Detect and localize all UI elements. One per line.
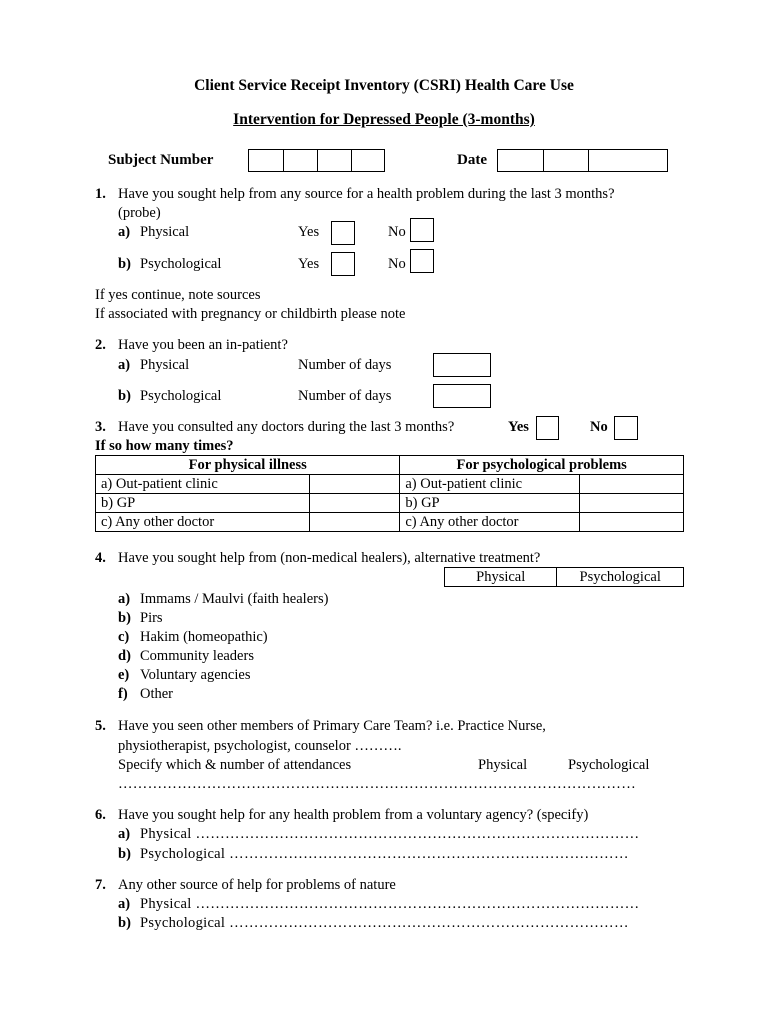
q4-physical-header: Physical	[445, 568, 557, 587]
q4-item-label: Hakim (homeopathic)	[140, 629, 268, 645]
q2a-label: Physical	[140, 357, 190, 373]
q1-text: Have you sought help from any source for a health problem during the last 3 months?	[118, 186, 615, 202]
q3-number: 3.	[95, 419, 106, 435]
q3-physical-count[interactable]	[309, 475, 400, 494]
q1a-label: Physical	[140, 224, 190, 240]
q5-number: 5.	[95, 718, 106, 734]
q3-yes-checkbox[interactable]	[536, 416, 559, 440]
q6b-letter: b)	[118, 846, 131, 862]
q6-number: 6.	[95, 807, 106, 823]
q3-col-psychological: For psychological problems	[400, 456, 684, 475]
q6-text: Have you sought help for any health problem from a voluntary agency? (specify)	[118, 807, 589, 823]
form-title: Client Service Receipt Inventory (CSRI) Health Care Use	[194, 77, 574, 94]
q7a-answer-line[interactable]: Physical ………………………………………………………………………………	[140, 896, 640, 912]
q3-psychological-count[interactable]	[580, 513, 684, 532]
table-row	[96, 494, 684, 513]
q4-header-table	[444, 567, 684, 587]
q1b-yes-label: Yes	[298, 256, 320, 272]
q4-item-label: Voluntary agencies	[140, 667, 251, 683]
q4-text: Have you sought help from (non-medical healers), alternative treatment?	[118, 550, 541, 566]
q2b-label: Psychological	[140, 388, 222, 404]
q7b-letter: b)	[118, 915, 131, 931]
q3-row-label: c) Any other doctor	[400, 513, 580, 532]
q1a-no-label: No	[388, 224, 406, 240]
q6a-answer-line[interactable]: Physical ………………………………………………………………………………	[140, 826, 640, 842]
q3-doctor-table	[95, 455, 684, 532]
q4-item-letter: b)	[118, 610, 131, 626]
q3-col-physical: For physical illness	[96, 456, 400, 475]
q3-row-label: b) GP	[400, 494, 580, 513]
q7a-letter: a)	[118, 896, 131, 912]
date-label: Date	[457, 152, 487, 168]
q1b-no-checkbox[interactable]	[410, 249, 434, 273]
q2-number: 2.	[95, 337, 106, 353]
q3-psychological-count[interactable]	[580, 494, 684, 513]
q5-psychological-label: Psychological	[568, 757, 650, 773]
q4-item-letter: a)	[118, 591, 131, 607]
form-subtitle: Intervention for Depressed People (3-months)	[233, 111, 535, 128]
q7-text: Any other source of help for problems of nature	[118, 877, 396, 893]
q3-psychological-count[interactable]	[580, 475, 684, 494]
q2-text: Have you been an in-patient?	[118, 337, 288, 353]
table-row	[96, 475, 684, 494]
q2a-days-input[interactable]	[433, 353, 491, 377]
q2b-days-label: Number of days	[298, 388, 392, 404]
q3-physical-count[interactable]	[309, 513, 400, 532]
q2a-letter: a)	[118, 357, 131, 373]
q1a-yes-label: Yes	[298, 224, 320, 240]
q3-yes-label: Yes	[508, 419, 529, 435]
q4-item-label: Other	[140, 686, 174, 702]
q4-psychological-header: Psychological	[557, 568, 684, 587]
q4-item-letter: c)	[118, 629, 130, 645]
q4-item-label: Pirs	[140, 610, 163, 626]
q1b-label: Psychological	[140, 256, 222, 272]
q6a-letter: a)	[118, 826, 131, 842]
q3-text: Have you consulted any doctors during the last 3 months?	[118, 419, 455, 435]
q3-row-label: b) GP	[96, 494, 310, 513]
q3-row-label: a) Out-patient clinic	[400, 475, 580, 494]
subject-number-label: Subject Number	[108, 152, 214, 168]
q5-physical-label: Physical	[478, 757, 528, 773]
q1-probe: (probe)	[118, 205, 161, 221]
q2a-days-label: Number of days	[298, 357, 392, 373]
note-pregnancy: If associated with pregnancy or childbirth please note	[95, 306, 406, 322]
q4-item-letter: e)	[118, 667, 130, 683]
q5-text-line2: physiotherapist, psychologist, counselor ……….	[118, 738, 402, 754]
q3-row-label: c) Any other doctor	[96, 513, 310, 532]
note-continue: If yes continue, note sources	[95, 287, 261, 303]
q1a-letter: a)	[118, 224, 131, 240]
q3-no-checkbox[interactable]	[614, 416, 638, 440]
q4-item-letter: f)	[118, 686, 128, 702]
q5-answer-line[interactable]: ……………………………………………………………………………………………	[118, 776, 636, 792]
q1b-yes-checkbox[interactable]	[331, 252, 355, 276]
date-boxes[interactable]	[497, 149, 668, 172]
subject-number-boxes[interactable]	[248, 149, 385, 172]
q5-text: Have you seen other members of Primary Care Team? i.e. Practice Nurse,	[118, 718, 546, 734]
q4-item-label: Community leaders	[140, 648, 254, 664]
q4-item-letter: d)	[118, 648, 131, 664]
table-row	[96, 513, 684, 532]
q2b-days-input[interactable]	[433, 384, 491, 408]
q5-specify: Specify which & number of attendances	[118, 757, 352, 773]
q2b-letter: b)	[118, 388, 131, 404]
q3-row-label: a) Out-patient clinic	[96, 475, 310, 494]
q1a-yes-checkbox[interactable]	[331, 221, 355, 245]
q3-no-label: No	[590, 419, 608, 435]
q3-how-many: If so how many times?	[95, 438, 234, 454]
q1a-no-checkbox[interactable]	[410, 218, 434, 242]
q7b-answer-line[interactable]: Psychological ………………………………………………………………………	[140, 915, 629, 931]
q4-number: 4.	[95, 550, 106, 566]
q3-physical-count[interactable]	[309, 494, 400, 513]
q1b-no-label: No	[388, 256, 406, 272]
q6b-answer-line[interactable]: Psychological ………………………………………………………………………	[140, 846, 629, 862]
q1-number: 1.	[95, 186, 106, 202]
q1b-letter: b)	[118, 256, 131, 272]
q4-item-label: Immams / Maulvi (faith healers)	[140, 591, 329, 607]
q7-number: 7.	[95, 877, 106, 893]
